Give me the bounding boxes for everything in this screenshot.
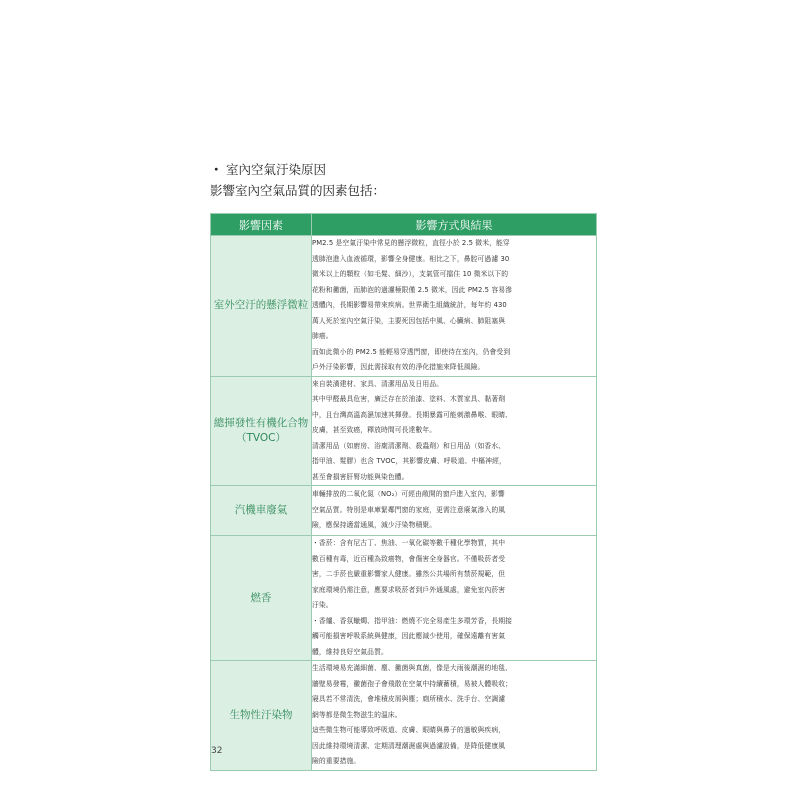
table-row: [211, 661, 597, 771]
factor-label: 燃香: [250, 591, 272, 604]
effect-cell: [312, 376, 597, 486]
factor-cell: [211, 236, 312, 377]
section-heading: [210, 160, 326, 178]
effect-line: 網等都是微生物滋生的溫床。: [312, 710, 402, 719]
page-number: 32: [211, 746, 223, 756]
factor-label: 室外空汙的懸浮微粒: [213, 299, 309, 312]
effect-line: 觸可能損害呼吸系統與健康，因此應減少使用，確保遠離有害氣: [312, 632, 506, 640]
factor-label: 總揮發性有機化合物: [213, 416, 309, 429]
effect-line: 甚至會損害肝腎功能與染色體。: [312, 472, 409, 481]
effect-line: 生活環境易充滿細菌、塵、黴菌與真菌，像是大雨後潮濕的地毯、: [312, 664, 513, 672]
effect-line: ・香菸：含有尼古丁、焦油、一氧化碳等數千種化學物質，其中: [312, 539, 506, 547]
effect-line: 透肺泡進入血液循環，影響全身健康。相比之下，鼻腔可過濾 30: [312, 254, 510, 263]
factor-cell: [211, 661, 312, 771]
effect-line: 其中甲醛最具危害，廣泛存在於油漆、塗料、木質家具、黏著劑: [312, 395, 506, 403]
effect-line: 清潔用品（如廚房、浴廁清潔劑、殺蟲劑）和日用品（如香水、: [312, 441, 506, 450]
effect-line: 牆壁易發霉，黴菌孢子會飛散在空氣中持續蓄積，易被人體吸收；: [312, 679, 513, 688]
effect-line: 透體內，長期影響易帶來疾病。世界衛生組織統計，每年約 430: [312, 301, 507, 309]
effect-line: 皮膚，甚至致癌，釋放時間可長達數年。: [312, 426, 437, 434]
factor-cell: [211, 376, 312, 486]
effect-line: 萬人死於室內空氣汙染，主要死因包括中風、心臟病、肺阻塞與: [312, 316, 506, 325]
effect-cell: [312, 661, 597, 771]
effect-line: 而如此微小的 PM2.5 能輕易穿透門窗，即使待在室內，仍會受到: [312, 347, 511, 356]
factors-table: [210, 213, 597, 771]
effect-line: 險，應保持適當通風，減少汙染物積聚。: [312, 521, 437, 530]
header-factor: 影響因素: [211, 214, 312, 236]
factor-cell: [211, 536, 312, 661]
effect-line: 微米以上的顆粒（如毛髮、細沙），支氣管可擋住 10 微米以下的: [312, 270, 509, 278]
effect-line: 車輛排放的二氧化氮（NO₂）可經由敞開的窗戶進入室內，影響: [312, 490, 505, 499]
table-row: [211, 486, 597, 536]
header-effect: 影響方式與結果: [312, 214, 597, 236]
table-row: [211, 376, 597, 486]
effect-line: 險的重要措施。: [312, 757, 361, 765]
effect-line: 空氣品質。特別是車庫緊鄰門窗的家庭，更需注意廢氣滲入的風: [312, 505, 506, 514]
effect-line: 數百種有毒，近百種為致癌物，會傷害全身器官。不僅吸菸者受: [312, 554, 506, 563]
effect-line: 肺癌。: [312, 332, 333, 340]
effect-line: 因此維持環境清潔、定期清理潮濕處與過濾設備，是降低健康風: [312, 741, 506, 750]
effect-line: 家庭環境仍需注意，應要求吸菸者到戶外通風處，避免室內菸害: [312, 585, 506, 594]
intro-text: 影響室內空氣品質的因素包括：: [210, 183, 386, 198]
effect-line: 戶外汙染影響，因此需採取有效的淨化措施來降低風險。: [312, 363, 485, 371]
effect-cell: [312, 486, 597, 536]
effect-line: 這些微生物可能導致呼吸道、皮膚、眼睛與鼻子的過敏與疾病，: [312, 726, 506, 734]
effect-line: 花粉和黴菌，而肺泡的過濾極限僅 2.5 微米，因此 PM2.5 容易滲: [312, 285, 513, 294]
table-header-row: [211, 214, 597, 236]
effect-line: 寢具若不常清洗，會堆積皮屑與塵；廁所積水、洗手台、空調濾: [312, 695, 506, 703]
section-title: 室內空氣汙染原因: [226, 162, 327, 177]
effect-line: 害，二手菸也嚴重影響家人健康。雖然公共場所有禁菸規範，但: [312, 570, 506, 578]
factor-cell: [211, 486, 312, 536]
bullet-icon: ・: [210, 162, 223, 177]
table-row: [211, 236, 597, 377]
effect-line: 汙染。: [312, 601, 333, 609]
effect-cell: [312, 236, 597, 377]
effect-line: 指甲油、髮膠）也含 TVOC，其影響皮膚、呼吸道、中樞神經，: [312, 457, 506, 465]
effect-line: ・香爐、香氛蠟燭、指甲油：燃燒不完全易產生多環芳香，長期接: [312, 616, 513, 625]
effect-line: 中，且台灣高溫高濕加速其揮發。長期暴露可能刺激鼻喉、眼睛、: [312, 410, 513, 419]
effect-cell: [312, 536, 597, 661]
factor-sublabel: （TVOC）: [235, 431, 286, 444]
table-row: [211, 536, 597, 661]
effect-line: PM2.5 是空氣汙染中常見的懸浮微粒，直徑小於 2.5 微米，能穿: [312, 239, 510, 247]
factor-label: 生物性汙染物: [229, 708, 293, 721]
factor-label: 汽機車廢氣: [234, 504, 288, 516]
effect-line: 體，維持良好空氣品質。: [312, 647, 388, 656]
effect-line: 來自裝潢建材、家具、清潔用品及日用品。: [312, 379, 444, 388]
